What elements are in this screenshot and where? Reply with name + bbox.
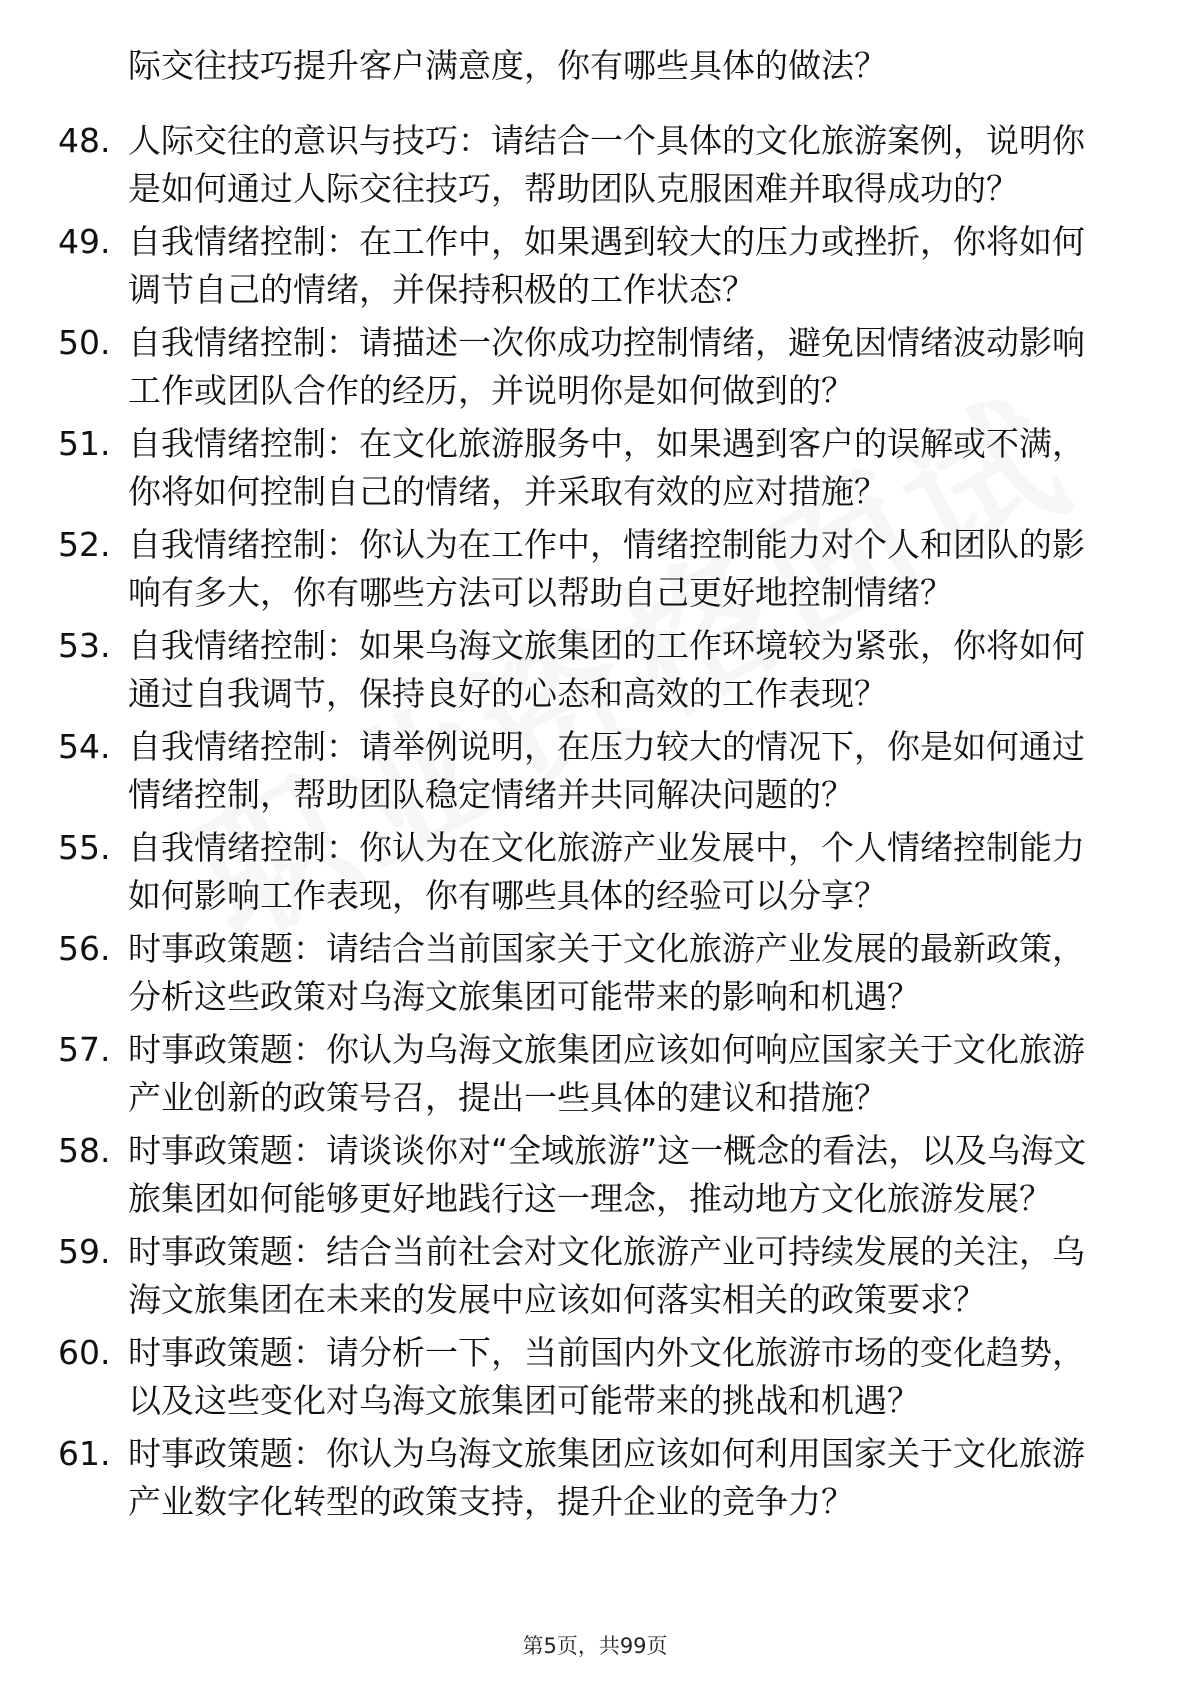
item-number: 61.: [58, 1434, 111, 1473]
item-text: 时事政策题：结合当前社会对文化旅游产业可持续发展的关注，乌海文旅集团在未来的发展中应该如何落实相关的政策要求？: [128, 1232, 1085, 1319]
item-text: 时事政策题：你认为乌海文旅集团应该如何响应国家关于文化旅游产业创新的政策号召，提出一些具体的建议和措施？: [128, 1030, 1085, 1117]
question-list: [0, 117, 1190, 1531]
list-item: [0, 1430, 1190, 1526]
item-number: 57.: [58, 1030, 111, 1069]
item-number: 54.: [58, 727, 111, 766]
list-item: [0, 1127, 1190, 1223]
item-text: 自我情绪控制：在工作中，如果遇到较大的压力或挫折，你将如何调节自己的情绪，并保持积极的工作状态？: [128, 222, 1085, 309]
list-item: [0, 319, 1190, 415]
item-text: 自我情绪控制：如果乌海文旅集团的工作环境较为紧张，你将如何通过自我调节，保持良好的心态和高效的工作表现？: [128, 626, 1085, 713]
item-text: 自我情绪控制：在文化旅游服务中，如果遇到客户的误解或不满，你将如何控制自己的情绪，并采取有效的应对措施？: [128, 424, 1085, 511]
item-number: 53.: [58, 626, 111, 665]
list-item: [0, 1329, 1190, 1425]
item-number: 49.: [58, 222, 111, 261]
list-item: [0, 824, 1190, 920]
item-number: 51.: [58, 424, 111, 463]
item-number: 50.: [58, 323, 111, 362]
page-footer: 第5页，共99页: [522, 1634, 668, 1658]
item-text: 自我情绪控制：你认为在工作中，情绪控制能力对个人和团队的影响有多大，你有哪些方法可以帮助自己更好地控制情绪？: [128, 525, 1085, 612]
list-item: [0, 1228, 1190, 1324]
item-number: 58.: [58, 1131, 111, 1170]
item-number: 52.: [58, 525, 111, 564]
item-text: 自我情绪控制：你认为在文化旅游产业发展中，个人情绪控制能力如何影响工作表现，你有哪些具体的经验可以分享？: [128, 828, 1085, 915]
item-text: 时事政策题：请结合当前国家关于文化旅游产业发展的最新政策，分析这些政策对乌海文旅集团可能带来的影响和机遇？: [128, 929, 1085, 1016]
item-number: 48.: [58, 121, 111, 160]
continued-paragraph: 际交往技巧提升客户满意度，你有哪些具体的做法？: [128, 46, 887, 85]
list-item: [0, 723, 1190, 819]
item-text: 自我情绪控制：请描述一次你成功控制情绪，避免因情绪波动影响工作或团队合作的经历，并说明你是如何做到的？: [128, 323, 1085, 410]
item-text: 时事政策题：你认为乌海文旅集团应该如何利用国家关于文化旅游产业数字化转型的政策支持，提升企业的竞争力？: [128, 1434, 1085, 1521]
item-number: 56.: [58, 929, 111, 968]
item-text: 时事政策题：请分析一下，当前国内外文化旅游市场的变化趋势，以及这些变化对乌海文旅集团可能带来的挑战和机遇？: [128, 1333, 1085, 1420]
list-item: [0, 420, 1190, 516]
item-number: 59.: [58, 1232, 111, 1271]
list-item: [0, 1026, 1190, 1122]
list-item: [0, 117, 1190, 213]
item-text: 自我情绪控制：请举例说明，在压力较大的情况下，你是如何通过情绪控制，帮助团队稳定情绪并共同解决问题的？: [128, 727, 1085, 814]
list-item: [0, 925, 1190, 1021]
list-item: [0, 218, 1190, 314]
item-number: 55.: [58, 828, 111, 867]
item-text: 时事政策题：请谈谈你对“全域旅游”这一概念的看法，以及乌海文旅集团如何能够更好地践行这一理念，推动地方文化旅游发展？: [128, 1131, 1087, 1218]
list-item: [0, 521, 1190, 617]
item-text: 人际交往的意识与技巧：请结合一个具体的文化旅游案例，说明你是如何通过人际交往技巧，帮助团队克服困难并取得成功的？: [128, 121, 1085, 208]
item-number: 60.: [58, 1333, 111, 1372]
list-item: [0, 622, 1190, 718]
